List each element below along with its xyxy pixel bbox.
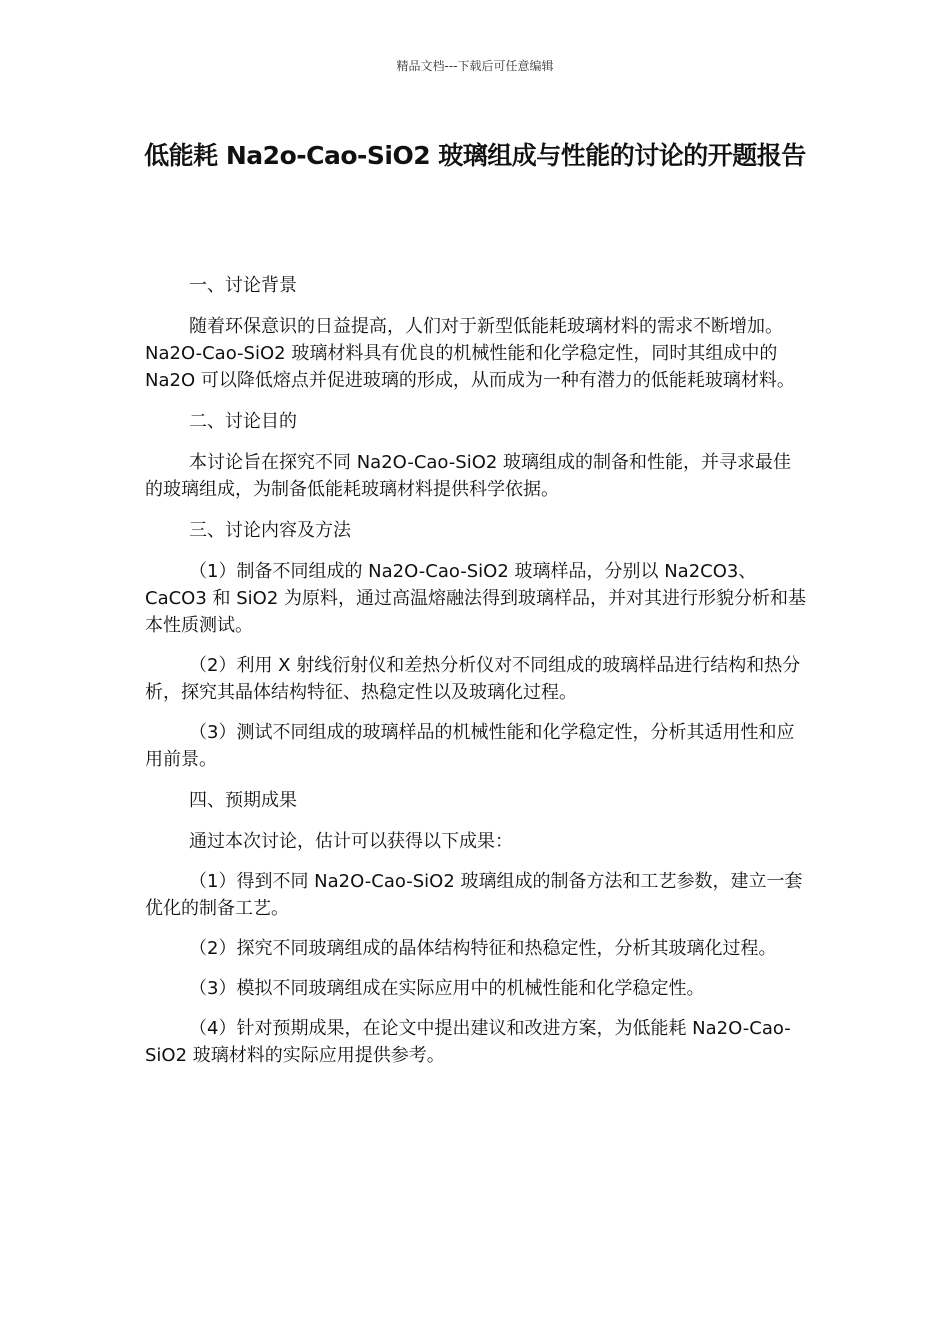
document-title: 低能耗 Na2o-Cao-SiO2 玻璃组成与性能的讨论的开题报告 bbox=[144, 141, 806, 170]
list-item-method-2: （2）利用 X 射线衍射仪和差热分析仪对不同组成的玻璃样品进行结构和热分析，探究其晶体结构特征、热稳定性以及玻璃化过程。 bbox=[145, 655, 801, 703]
paragraph-background: 随着环保意识的日益提高，人们对于新型低能耗玻璃材料的需求不断增加。Na2O-Cao-SiO2 玻璃材料具有优良的机械性能和化学稳定性，同时其组成中的 Na2O 可以降低熔点并促进玻璃的形成，从而成为一种有潜力的低能耗玻璃材料。 bbox=[145, 316, 795, 391]
list-item-expected-4: （4）针对预期成果，在论文中提出建议和改进方案，为低能耗 Na2O-Cao-SiO2 玻璃材料的实际应用提供参考。 bbox=[145, 1018, 791, 1066]
section-heading-methods: 三、讨论内容及方法 bbox=[189, 520, 351, 541]
list-item-expected-2: （2）探究不同玻璃组成的晶体结构特征和热稳定性，分析其玻璃化过程。 bbox=[189, 938, 777, 959]
section-heading-purpose: 二、讨论目的 bbox=[189, 411, 297, 432]
list-item-expected-1: （1）得到不同 Na2O-Cao-SiO2 玻璃组成的制备方法和工艺参数，建立一套优化的制备工艺。 bbox=[145, 871, 803, 919]
paragraph-purpose: 本讨论旨在探究不同 Na2O-Cao-SiO2 玻璃组成的制备和性能，并寻求最佳的玻璃组成，为制备低能耗玻璃材料提供科学依据。 bbox=[145, 452, 792, 500]
list-item-method-1: （1）制备不同组成的 Na2O-Cao-SiO2 玻璃样品，分别以 Na2CO3、CaCO3 和 SiO2 为原料，通过高温熔融法得到玻璃样品，并对其进行形貌分析和基本性质测试。 bbox=[145, 561, 806, 636]
list-item-method-3: （3）测试不同组成的玻璃样品的机械性能和化学稳定性，分析其适用性和应用前景。 bbox=[145, 722, 795, 770]
document-body bbox=[145, 272, 809, 1069]
section-heading-expected: 四、预期成果 bbox=[189, 790, 297, 811]
header-watermark: 精品文档---下载后可任意编辑 bbox=[396, 59, 554, 73]
list-item-expected-3: （3）模拟不同玻璃组成在实际应用中的机械性能和化学稳定性。 bbox=[189, 978, 705, 999]
section-heading-background: 一、讨论背景 bbox=[189, 275, 297, 296]
paragraph-expected-intro: 通过本次讨论，估计可以获得以下成果： bbox=[189, 831, 513, 852]
